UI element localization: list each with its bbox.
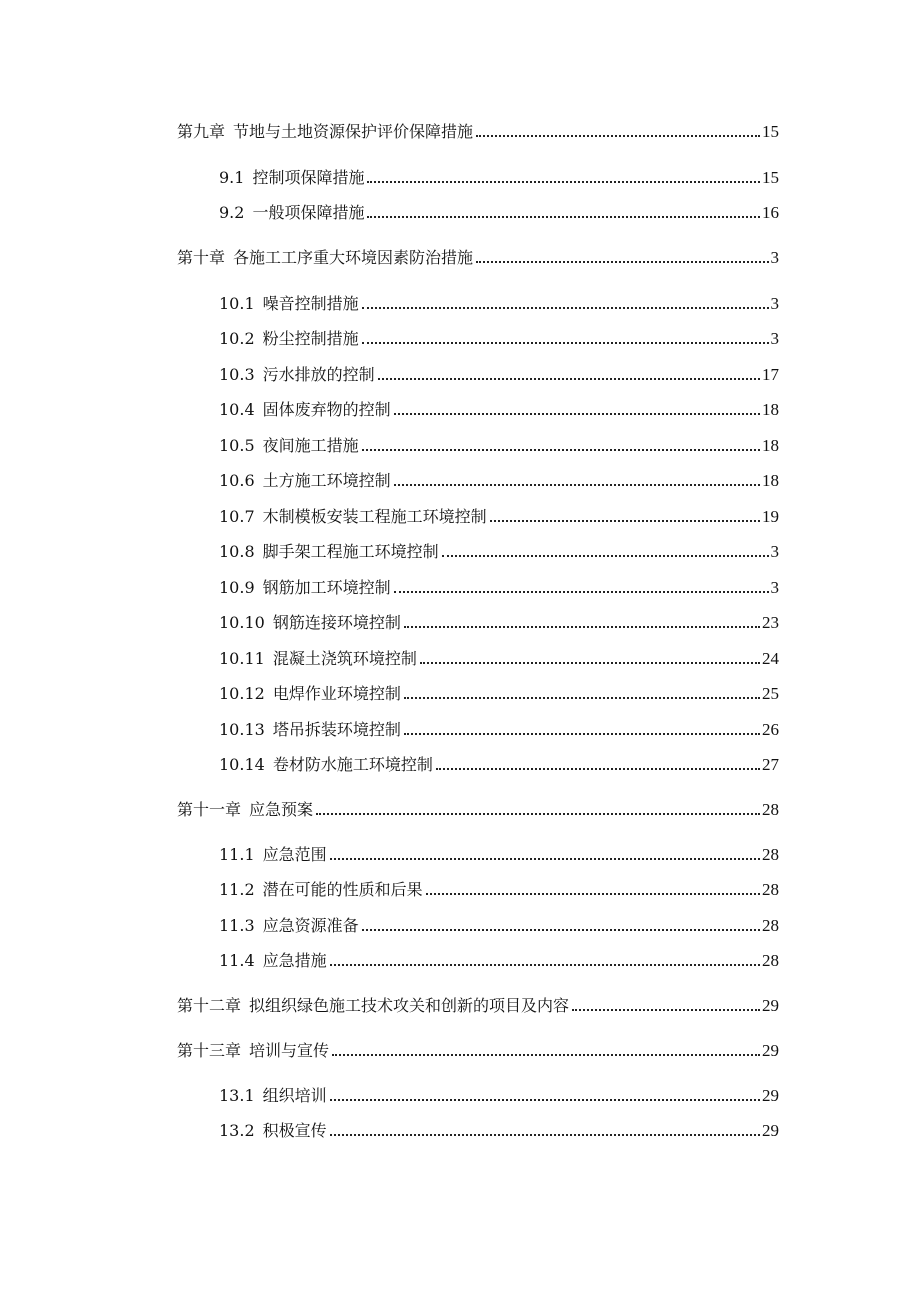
toc-entry-page: 27	[762, 755, 779, 774]
dot-leader	[367, 181, 760, 183]
toc-entry-page: 28	[762, 880, 779, 899]
toc-entry-page: 28	[762, 800, 779, 819]
toc-entry-title: 一般项保障措施	[252, 203, 365, 222]
toc-entry[interactable]	[177, 796, 779, 820]
toc-entry[interactable]	[219, 574, 779, 598]
toc-entry-page: 18	[762, 400, 779, 419]
toc-entry-title: 夜间施工措施	[262, 436, 359, 455]
toc-entry[interactable]	[219, 1117, 779, 1141]
toc-entry-number: 第十一章	[177, 800, 242, 819]
toc-entry-number: 10.7	[219, 507, 255, 526]
toc-entry-title: 噪音控制措施	[262, 294, 359, 313]
toc-entry-page: 28	[762, 845, 779, 864]
toc-entry-number: 11.3	[219, 916, 255, 935]
toc-entry-number: 11.1	[219, 845, 255, 864]
toc-entry[interactable]	[219, 199, 779, 223]
toc-entry-title: 钢筋连接环境控制	[272, 613, 401, 632]
toc-entry[interactable]	[219, 716, 779, 740]
dot-leader	[394, 591, 769, 593]
dot-leader	[442, 555, 769, 557]
dot-leader	[367, 216, 760, 218]
toc-entry-page: 29	[762, 1041, 779, 1060]
toc-entry-title: 固体废弃物的控制	[262, 400, 391, 419]
toc-entry-title: 应急措施	[262, 951, 327, 970]
toc-entry[interactable]	[219, 680, 779, 704]
toc-entry[interactable]	[219, 876, 779, 900]
toc-entry-page: 17	[762, 365, 779, 384]
toc-entry-page: 28	[762, 916, 779, 935]
toc-entry-title: 应急预案	[249, 800, 314, 819]
toc-entry-number: 10.9	[219, 578, 255, 597]
toc-entry-page: 15	[762, 168, 779, 187]
toc-entry-title: 应急范围	[262, 845, 327, 864]
toc-entry-title: 组织培训	[262, 1086, 327, 1105]
toc-entry-number: 10.8	[219, 542, 255, 561]
toc-entry[interactable]	[219, 325, 779, 349]
toc-entry-page: 23	[762, 613, 779, 632]
toc-entry-number: 10.14	[219, 755, 265, 774]
dot-leader	[404, 733, 760, 735]
toc-entry[interactable]	[219, 751, 779, 775]
toc-entry-page: 25	[762, 684, 779, 703]
dot-leader	[476, 135, 760, 137]
toc-entry-number: 10.10	[219, 613, 265, 632]
toc-entry-title: 应急资源准备	[262, 916, 359, 935]
dot-leader	[572, 1009, 760, 1011]
toc-entry-page: 19	[762, 507, 779, 526]
dot-leader	[362, 449, 760, 451]
toc-entry-number: 9.2	[219, 203, 245, 222]
toc-entry-title: 积极宣传	[262, 1121, 327, 1140]
toc-entry-number: 10.11	[219, 649, 265, 668]
toc-entry-page: 3	[770, 294, 779, 313]
dot-leader	[316, 813, 760, 815]
toc-entry-page: 3	[770, 329, 779, 348]
toc-entry-number: 11.4	[219, 951, 255, 970]
toc-entry-number: 10.6	[219, 471, 255, 490]
toc-entry-title: 节地与土地资源保护评价保障措施	[233, 122, 474, 141]
toc-entry-page: 3	[770, 248, 779, 267]
toc-entry-number: 11.2	[219, 880, 255, 899]
toc-entry-number: 13.2	[219, 1121, 255, 1140]
toc-entry[interactable]	[219, 361, 779, 385]
dot-leader	[332, 1054, 760, 1056]
toc-entry-page: 26	[762, 720, 779, 739]
dot-leader	[404, 697, 760, 699]
toc-entry[interactable]	[219, 503, 779, 527]
toc-entry-title: 木制模板安装工程施工环境控制	[262, 507, 487, 526]
toc-entry[interactable]	[219, 912, 779, 936]
toc-entry[interactable]	[219, 396, 779, 420]
toc-entry-page: 16	[762, 203, 779, 222]
toc-entry-page: 15	[762, 122, 779, 141]
toc-entry-title: 各施工工序重大环境因素防治措施	[233, 248, 474, 267]
toc-entry-page: 3	[770, 542, 779, 561]
toc-entry-title: 土方施工环境控制	[262, 471, 391, 490]
dot-leader	[378, 378, 760, 380]
toc-entry-number: 10.2	[219, 329, 255, 348]
toc-entry-page: 24	[762, 649, 779, 668]
toc-entry-title: 脚手架工程施工环境控制	[262, 542, 439, 561]
dot-leader	[330, 1099, 760, 1101]
toc-entry[interactable]	[219, 467, 779, 491]
toc-entry[interactable]	[219, 947, 779, 971]
toc-entry-number: 第十章	[177, 248, 226, 267]
toc-entry-page: 18	[762, 436, 779, 455]
dot-leader	[362, 929, 760, 931]
dot-leader	[394, 484, 760, 486]
dot-leader	[436, 768, 760, 770]
toc-entry[interactable]	[177, 992, 779, 1016]
toc-entry-title: 培训与宣传	[249, 1041, 330, 1060]
toc-entry[interactable]	[219, 432, 779, 456]
dot-leader	[330, 964, 760, 966]
toc-entry-page: 18	[762, 471, 779, 490]
toc-entry-title: 污水排放的控制	[262, 365, 375, 384]
toc-entry-number: 10.3	[219, 365, 255, 384]
toc-entry-number: 10.12	[219, 684, 265, 703]
toc-entry-page: 29	[762, 1086, 779, 1105]
toc-entry[interactable]	[177, 118, 779, 142]
toc-entry-number: 10.5	[219, 436, 255, 455]
dot-leader	[362, 342, 769, 344]
toc-entry-number: 10.13	[219, 720, 265, 739]
toc-entry-page: 3	[770, 578, 779, 597]
toc-entry[interactable]	[219, 1082, 779, 1106]
dot-leader	[426, 893, 760, 895]
toc-entry-title: 塔吊拆装环境控制	[272, 720, 401, 739]
toc-entry[interactable]	[219, 290, 779, 314]
toc-entry-title: 粉尘控制措施	[262, 329, 359, 348]
toc-entry-title: 拟组织绿色施工技术攻关和创新的项目及内容	[249, 996, 570, 1015]
dot-leader	[404, 626, 760, 628]
toc-entry-page: 28	[762, 951, 779, 970]
toc-entry-title: 潜在可能的性质和后果	[262, 880, 423, 899]
toc-entry[interactable]	[219, 164, 779, 188]
toc-entry-number: 9.1	[219, 168, 245, 187]
toc-entry[interactable]	[219, 645, 779, 669]
toc-entry-title: 卷材防水施工环境控制	[272, 755, 433, 774]
toc-entry[interactable]	[177, 1037, 779, 1061]
toc-entry[interactable]	[219, 841, 779, 865]
toc-entry-number: 第十二章	[177, 996, 242, 1015]
toc-entry[interactable]	[219, 609, 779, 633]
toc-entry-number: 13.1	[219, 1086, 255, 1105]
toc-entry-title: 控制项保障措施	[252, 168, 365, 187]
toc-entry-number: 10.1	[219, 294, 255, 313]
dot-leader	[476, 261, 768, 263]
toc-entry[interactable]	[219, 538, 779, 562]
toc-entry[interactable]	[177, 244, 779, 268]
dot-leader	[420, 662, 760, 664]
dot-leader	[330, 1134, 760, 1136]
toc-entry-title: 混凝土浇筑环境控制	[272, 649, 417, 668]
dot-leader	[490, 520, 760, 522]
toc-entry-title: 钢筋加工环境控制	[262, 578, 391, 597]
toc-entry-number: 第十三章	[177, 1041, 242, 1060]
dot-leader	[394, 413, 760, 415]
toc-entry-page: 29	[762, 996, 779, 1015]
toc-entry-page: 29	[762, 1121, 779, 1140]
toc-entry-title: 电焊作业环境控制	[272, 684, 401, 703]
dot-leader	[362, 307, 769, 309]
toc-entry-number: 第九章	[177, 122, 226, 141]
toc-entry-number: 10.4	[219, 400, 255, 419]
dot-leader	[330, 858, 760, 860]
